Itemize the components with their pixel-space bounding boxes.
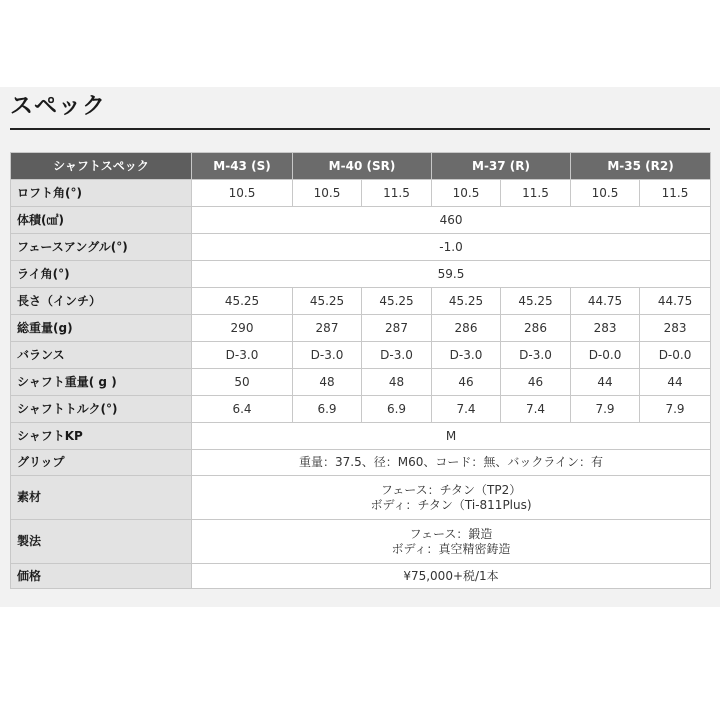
table-cell: D-0.0	[571, 342, 640, 369]
material-body-text: ボディ：チタン（Ti-811Plus)	[370, 497, 532, 512]
table-cell: 45.25	[501, 288, 571, 315]
table-row-total-weight	[11, 315, 711, 342]
row-label-shaft-weight: シャフト重量( g )	[11, 369, 192, 396]
table-cell: 48	[293, 369, 362, 396]
table-row-face-angle	[11, 234, 711, 261]
table-cell: -1.0	[192, 234, 711, 261]
header-model-m37: M-37 (R)	[432, 153, 571, 180]
row-label-shaft-torque: シャフトトルク(°)	[11, 396, 192, 423]
table-header-row	[11, 153, 711, 180]
table-cell: 290	[192, 315, 293, 342]
table-cell: 45.25	[362, 288, 432, 315]
row-label-length: 長さ（インチ）	[11, 288, 192, 315]
title-divider	[10, 128, 710, 130]
table-cell: 7.4	[501, 396, 571, 423]
table-row-shaft-kp	[11, 423, 711, 450]
table-cell: 287	[362, 315, 432, 342]
table-cell: 46	[501, 369, 571, 396]
table-row-material	[11, 476, 711, 520]
table-cell: 6.9	[293, 396, 362, 423]
table-cell: 10.5	[432, 180, 501, 207]
header-model-m40: M-40 (SR)	[293, 153, 432, 180]
table-row-balance	[11, 342, 711, 369]
table-cell: 44	[571, 369, 640, 396]
header-corner: シャフトスペック	[11, 153, 192, 180]
table-cell: ¥75,000+税/1本	[192, 564, 711, 589]
row-label-grip: グリップ	[11, 450, 192, 476]
row-label-balance: バランス	[11, 342, 192, 369]
table-row-shaft-torque	[11, 396, 711, 423]
table-cell: 重量：37.5、径：M60、コード：無、バックライン：有	[192, 450, 711, 476]
table-cell: 287	[293, 315, 362, 342]
table-cell: 6.9	[362, 396, 432, 423]
table-row-length	[11, 288, 711, 315]
table-cell: 286	[501, 315, 571, 342]
table-row-method	[11, 520, 711, 564]
row-label-total-weight: 総重量(g)	[11, 315, 192, 342]
table-cell-multiline	[192, 520, 711, 564]
table-cell: 10.5	[192, 180, 293, 207]
table-cell: 45.25	[293, 288, 362, 315]
table-row-grip	[11, 450, 711, 476]
table-cell: D-3.0	[432, 342, 501, 369]
header-model-m43: M-43 (S)	[192, 153, 293, 180]
table-cell: 46	[432, 369, 501, 396]
table-row-volume	[11, 207, 711, 234]
table-cell: 44.75	[640, 288, 711, 315]
table-cell: 45.25	[192, 288, 293, 315]
table-cell: 44	[640, 369, 711, 396]
table-cell: 286	[432, 315, 501, 342]
row-label-method: 製法	[11, 520, 192, 564]
table-cell: 44.75	[571, 288, 640, 315]
table-cell: M	[192, 423, 711, 450]
material-face-text: フェース：チタン（TP2）	[380, 482, 522, 497]
table-cell: 7.4	[432, 396, 501, 423]
row-label-price: 価格	[11, 564, 192, 589]
table-cell: 59.5	[192, 261, 711, 288]
table-cell: D-3.0	[501, 342, 571, 369]
table-cell: D-3.0	[362, 342, 432, 369]
table-cell: 10.5	[571, 180, 640, 207]
table-row-lie	[11, 261, 711, 288]
table-cell: 11.5	[501, 180, 571, 207]
row-label-face-angle: フェースアングル(°)	[11, 234, 192, 261]
table-cell: 6.4	[192, 396, 293, 423]
spec-table	[10, 152, 711, 589]
row-label-material: 素材	[11, 476, 192, 520]
table-cell: 50	[192, 369, 293, 396]
table-cell: 283	[571, 315, 640, 342]
table-cell: 7.9	[640, 396, 711, 423]
table-row-loft	[11, 180, 711, 207]
table-cell: D-0.0	[640, 342, 711, 369]
table-cell: 45.25	[432, 288, 501, 315]
table-cell: 48	[362, 369, 432, 396]
table-cell: 11.5	[362, 180, 432, 207]
table-cell: 283	[640, 315, 711, 342]
table-cell: 7.9	[571, 396, 640, 423]
header-model-m35: M-35 (R2)	[571, 153, 711, 180]
row-label-volume: 体積(㎤)	[11, 207, 192, 234]
method-body-text: ボディ：真空精密鋳造	[391, 541, 511, 556]
table-cell: D-3.0	[293, 342, 362, 369]
table-cell: 460	[192, 207, 711, 234]
page-title: スペック	[10, 93, 106, 119]
table-cell: D-3.0	[192, 342, 293, 369]
method-face-text: フェース：鍛造	[409, 526, 493, 541]
table-row-price	[11, 564, 711, 589]
row-label-lie: ライ角(°)	[11, 261, 192, 288]
row-label-shaft-kp: シャフトKP	[11, 423, 192, 450]
table-row-shaft-weight	[11, 369, 711, 396]
row-label-loft: ロフト角(°)	[11, 180, 192, 207]
table-cell: 11.5	[640, 180, 711, 207]
table-cell-multiline	[192, 476, 711, 520]
table-cell: 10.5	[293, 180, 362, 207]
